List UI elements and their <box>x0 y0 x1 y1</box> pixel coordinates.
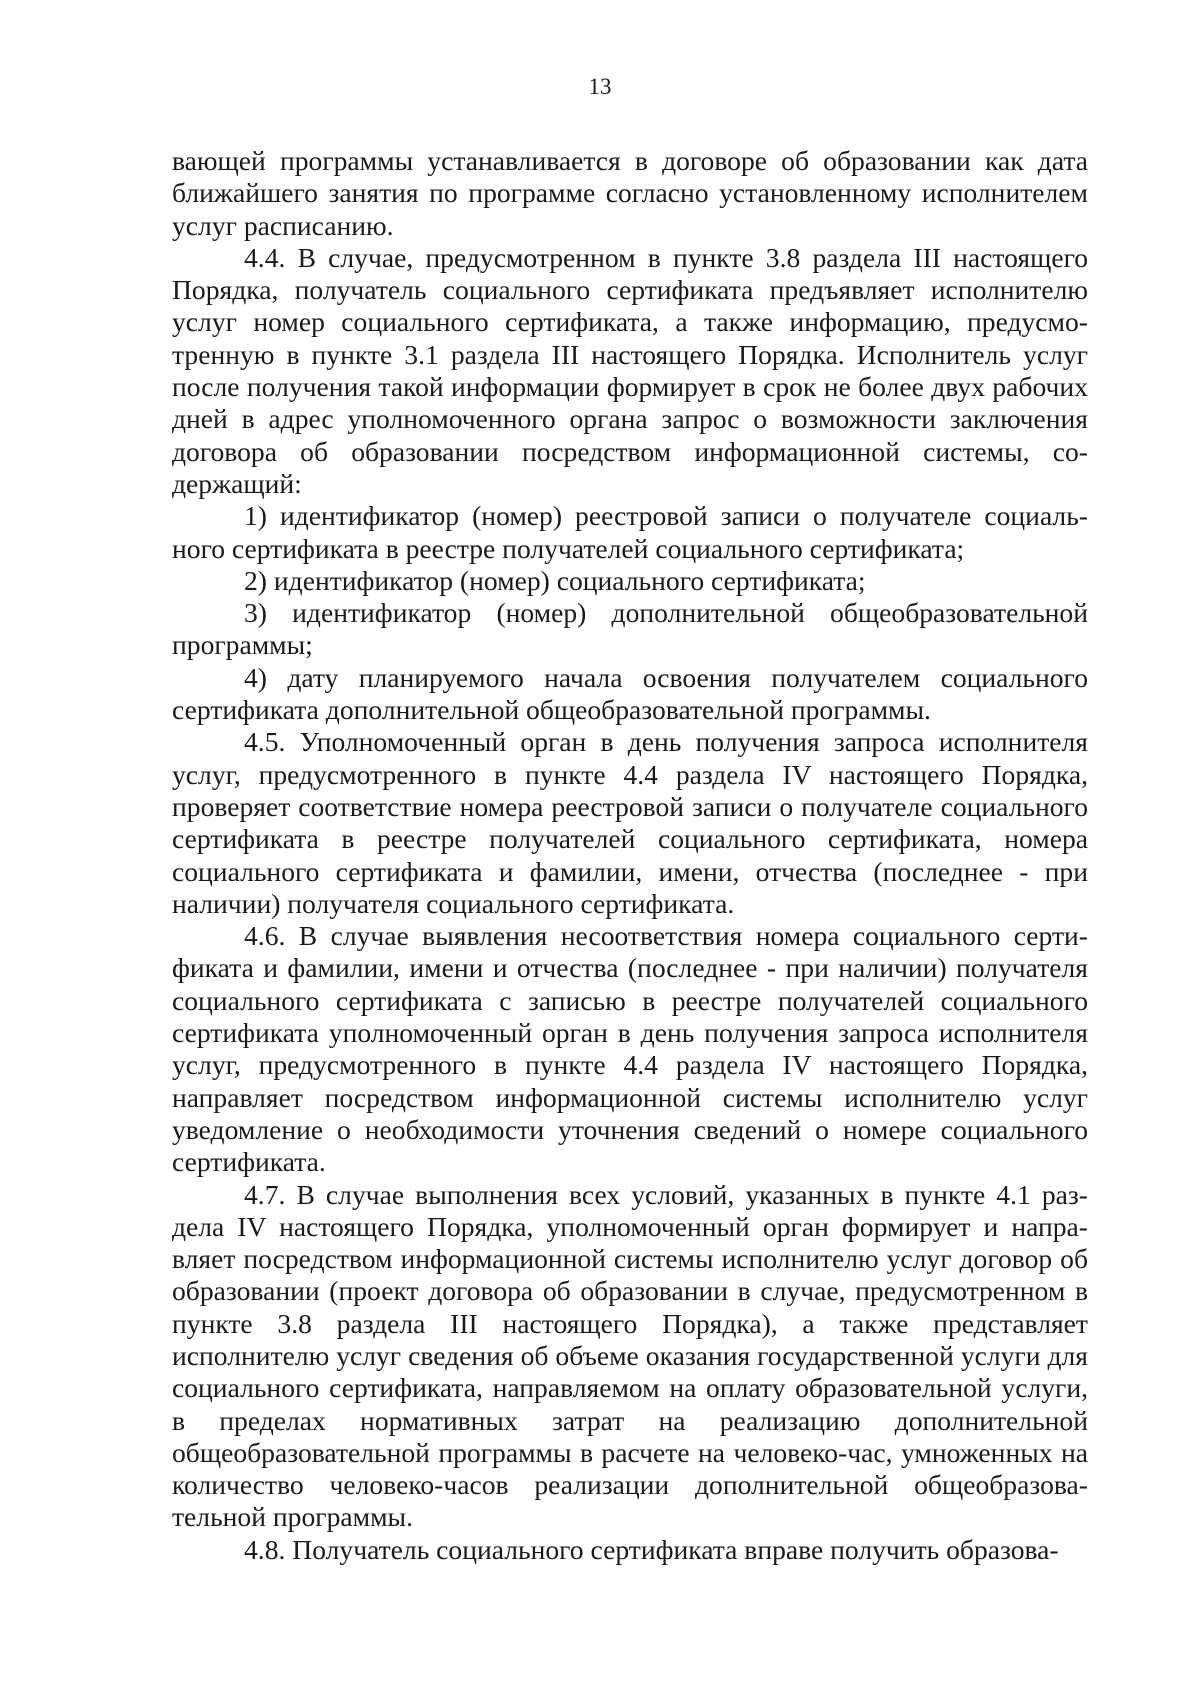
paragraph-clause-4-6: 4.6. В случае выявления несоответствия номера социального сертификата и фамилии, имени и отчества (последнее - при наличии) получателя социального сертификата с записью в реестре получателей социального сертификата уполномоченный орган в день получения запроса исполнителя услуг, предусмотренного в пункте 4.4 раздела IV настоящего Порядка, направляет посредством информационной системы исполнителю услуг уведомление о необходимости уточнения сведений о номере социального сертификата. <box>172 920 1088 1178</box>
paragraph-clause-4-5: 4.5. Уполномоченный орган в день получения запроса исполнителя услуг, предусмотренного в пункте 4.4 раздела IV настоящего Порядка, проверяет соответствие номера реестровой записи о получателе социального сертификата в реестре получателей социального сертификата, номера социального сертификата и фамилии, имени, отчества (последнее - при наличии) получателя социального сертификата. <box>172 726 1088 919</box>
paragraph-clause-4-4: 4.4. В случае, предусмотренном в пункте 3.8 раздела III настоящего Порядка, получатель социального сертификата предъявляет исполнителю услуг номер социального сертификата, а также информацию, предусмотренную в пункте 3.1 раздела III настоящего Порядка. Исполнитель услуг после получения такой информации формирует в срок не более двух рабочих дней в адрес уполномоченного органа запрос о возможности заключения договора об образовании посредством информационной системы, содержащий: <box>172 241 1088 499</box>
list-item-4: 4) дату планируемого начала освоения получателем социального сертификата дополнительной общеобразовательной программы. <box>172 661 1088 726</box>
paragraph-clause-4-8: 4.8. Получатель социального сертификата вправе получить образова- <box>244 1533 1059 1565</box>
page-number: 13 <box>588 74 612 99</box>
document-body <box>172 145 1088 1566</box>
paragraph-continuation: вающей программы устанавливается в договоре об образовании как дата ближайшего занятия по программе согласно установленному исполнителем услуг расписанию. <box>172 145 1088 241</box>
list-item-1: 1) идентификатор (номер) реестровой записи о получателе социального сертификата в реестре получателей социального сертификата; <box>172 500 1088 564</box>
paragraph-clause-4-7: 4.7. В случае выполнения всех условий, указанных в пункте 4.1 раздела IV настоящего Порядка, уполномоченный орган формирует и направляет посредством информационной системы исполнителю услуг договор об образовании (проект договора об образовании в случае, предусмотренном в пункте 3.8 раздела III настоящего Порядка), а также представляет исполнителю услуг сведения об объеме оказания государственной услуги для социального сертификата, направляемом на оплату образовательной услуги, в пределах нормативных затрат на реализацию дополнительной общеобразовательной программы в расчете на человеко-час, умноженных на количество человеко-часов реализации дополнительной общеобразовательной программы. <box>172 1178 1088 1533</box>
list-item-2: 2) идентификатор (номер) социального сертификата; <box>244 564 866 596</box>
list-item-3: 3) идентификатор (номер) дополнительной общеобразовательной программы; <box>172 597 1088 661</box>
